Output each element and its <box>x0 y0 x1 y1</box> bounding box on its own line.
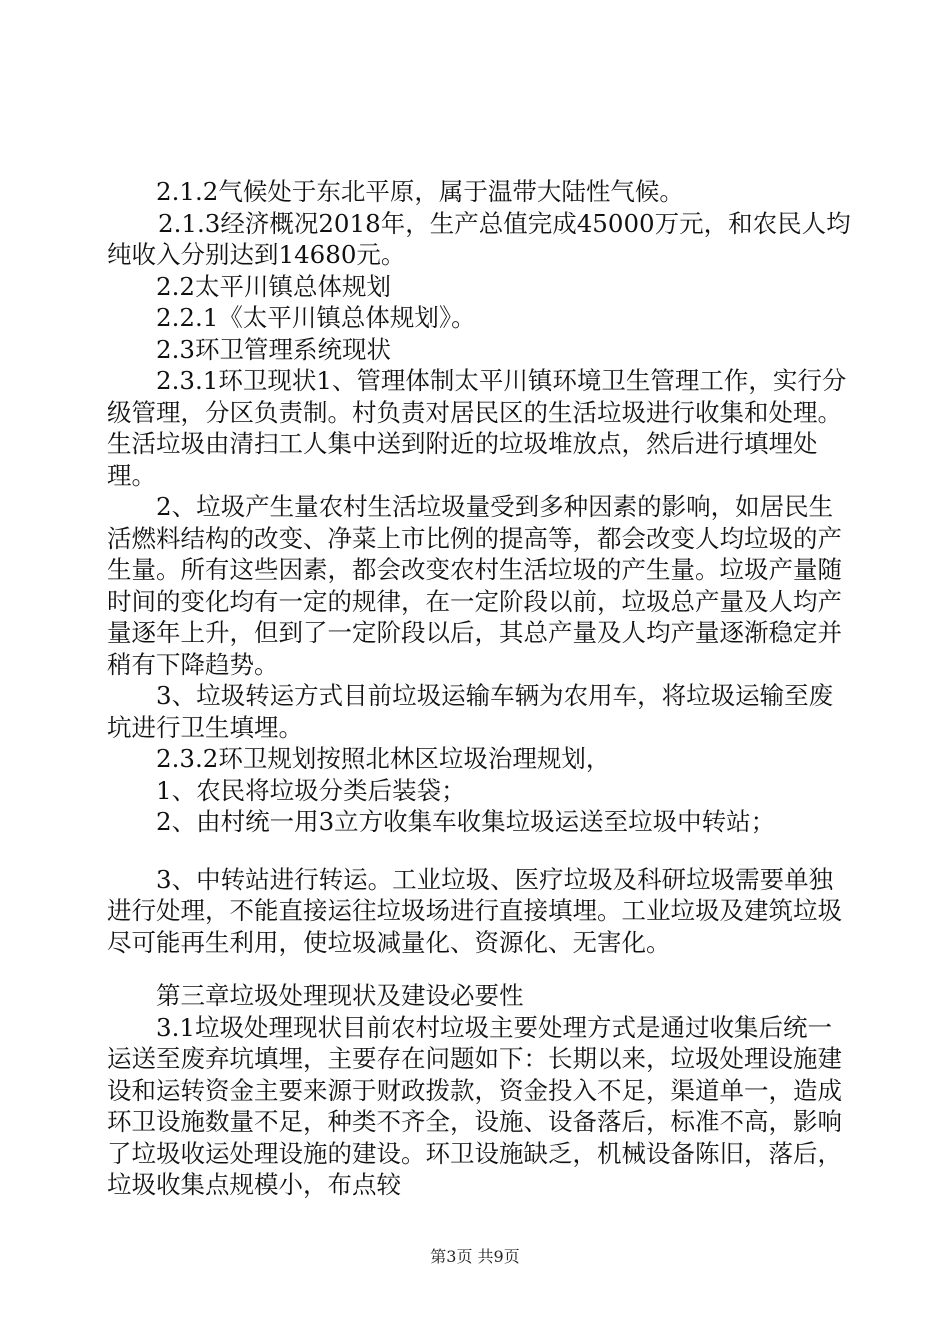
heading-2-3: 2.3环卫管理系统现状 <box>156 334 391 364</box>
page-footer: 第3页 共9页 <box>430 1247 520 1266</box>
list-item-2: 2、由村统一用3立方收集车收集垃圾运送至垃圾中转站； <box>156 807 776 836</box>
paragraph-2-2-1: 2.2.1《太平川镇总体规划》。 <box>156 303 476 332</box>
paragraph-climate: 2.1.2气候处于东北平原，属于温带大陆性气候。 <box>156 177 684 206</box>
chapter-3-heading: 第三章垃圾处理现状及建设必要性 <box>156 981 524 1010</box>
body-text <box>107 176 852 1201</box>
paragraph-2-3-1: 2.3.1环卫现状1、管理体制太平川镇环境卫生管理工作，实行分级管理，分区负责制。村负责对居民区的生活垃圾进行收集和处理。生活垃圾由清扫工人集中送到附近的垃圾堆放点，然后进行填埋处理。 <box>107 366 847 490</box>
paragraph-transport: 3、垃圾转运方式目前垃圾运输车辆为农用车，将垃圾运输至废坑进行卫生填埋。 <box>107 681 834 742</box>
list-item-3: 3、中转站进行转运。工业垃圾、医疗垃圾及科研垃圾需要单独进行处理，不能直接运往垃圾场进行直接填埋。工业垃圾及建筑垃圾尽可能再生利用，使垃圾减量化、资源化、无害化。 <box>107 864 842 957</box>
paragraph-3-1: 3.1垃圾处理现状目前农村垃圾主要处理方式是通过收集后统一运送至废弃坑填埋，主要存在问题如下：长期以来，垃圾处理设施建设和运转资金主要来源于财政拨款，资金投入不足，渠道单一，造成环卫设施数量不足，种类不齐全，设施、设备落后，标准不高，影响了垃圾收运处理设施的建设。环卫设施缺乏，机械设备陈旧，落后，垃圾收集点规模小，布点较 <box>107 1012 842 1199</box>
paragraph-economy: 2.1.3经济概况2018年，生产总值完成45000万元，和农民人均纯收入分别达到14680元。 <box>107 208 851 269</box>
heading-2-2: 2.2太平川镇总体规划 <box>156 271 391 301</box>
paragraph-garbage-amount: 2、垃圾产生量农村生活垃圾量受到多种因素的影响，如居民生活燃料结构的改变、净菜上市比例的提高等，都会改变人均垃圾的产生量。所有这些因素，都会改变农村生活垃圾的产生量。垃圾产量随时间的变化均有一定的规律，在一定阶段以前，垃圾总产量及人均产量逐年上升，但到了一定阶段以后，其总产量及人均产量逐渐稳定并稍有下降趋势。 <box>107 492 842 679</box>
paragraph-2-3-2: 2.3.2环卫规划按照北林区垃圾治理规划， <box>156 744 611 773</box>
list-item-1: 1、农民将垃圾分类后装袋； <box>156 775 466 805</box>
